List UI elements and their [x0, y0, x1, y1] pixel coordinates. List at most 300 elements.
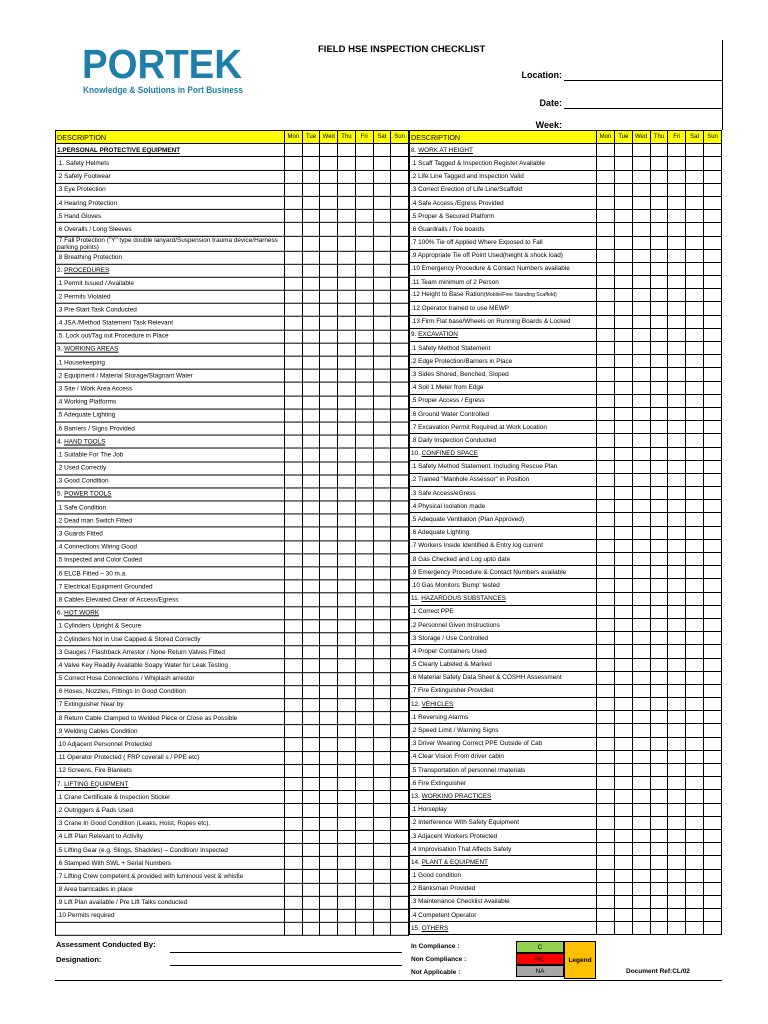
- check-cell-thu[interactable]: [338, 277, 356, 290]
- check-cell-mon[interactable]: [285, 646, 303, 659]
- check-cell-sat[interactable]: [373, 223, 391, 236]
- check-cell-mon[interactable]: [285, 817, 303, 830]
- check-cell[interactable]: [320, 922, 338, 935]
- location-field[interactable]: [564, 79, 722, 81]
- check-cell-sun[interactable]: [704, 355, 722, 368]
- check-cell-sat[interactable]: [373, 183, 391, 196]
- check-cell-wed[interactable]: [632, 473, 650, 486]
- check-cell-thu[interactable]: [338, 369, 356, 382]
- check-cell-thu[interactable]: [650, 645, 668, 658]
- check-cell-wed[interactable]: [632, 671, 650, 684]
- check-cell-fri[interactable]: [668, 183, 686, 196]
- check-cell-wed[interactable]: [632, 750, 650, 763]
- check-cell-fri[interactable]: [668, 750, 686, 763]
- check-cell-sat[interactable]: [686, 539, 704, 552]
- check-cell-mon[interactable]: [597, 645, 615, 658]
- check-cell-wed[interactable]: [632, 618, 650, 631]
- check-cell-sun[interactable]: [391, 817, 409, 830]
- check-cell-sun[interactable]: [391, 857, 409, 870]
- check-cell-sat[interactable]: [373, 356, 391, 369]
- check-cell-wed[interactable]: [320, 725, 338, 738]
- check-cell-sat[interactable]: [686, 368, 704, 381]
- check-cell-thu[interactable]: [650, 671, 668, 684]
- check-cell-mon[interactable]: [597, 460, 615, 473]
- check-cell-fri[interactable]: [355, 501, 373, 514]
- check-cell-thu[interactable]: [650, 777, 668, 790]
- check-cell-fri[interactable]: [668, 223, 686, 236]
- check-cell-thu[interactable]: [650, 909, 668, 922]
- check-cell-sat[interactable]: [686, 513, 704, 526]
- check-cell-thu[interactable]: [650, 262, 668, 275]
- check-cell-tue[interactable]: [614, 236, 632, 249]
- check-cell-thu[interactable]: [338, 659, 356, 672]
- check-cell-sat[interactable]: [686, 170, 704, 183]
- check-cell-tue[interactable]: [302, 409, 320, 422]
- check-cell-sat[interactable]: [686, 487, 704, 500]
- check-cell-sat[interactable]: [686, 764, 704, 777]
- check-cell-sat[interactable]: [373, 475, 391, 488]
- check-cell-fri[interactable]: [355, 725, 373, 738]
- check-cell-thu[interactable]: [650, 434, 668, 447]
- check-cell-mon[interactable]: [597, 711, 615, 724]
- check-cell-thu[interactable]: [338, 475, 356, 488]
- check-cell-thu[interactable]: [650, 500, 668, 513]
- check-cell-thu[interactable]: [650, 473, 668, 486]
- check-cell-wed[interactable]: [632, 829, 650, 842]
- check-cell-wed[interactable]: [320, 422, 338, 435]
- check-cell-tue[interactable]: [302, 896, 320, 909]
- check-cell-thu[interactable]: [650, 632, 668, 645]
- check-cell-thu[interactable]: [650, 684, 668, 697]
- check-cell-mon[interactable]: [597, 829, 615, 842]
- check-cell-thu[interactable]: [338, 646, 356, 659]
- check-cell-tue[interactable]: [614, 526, 632, 539]
- check-cell-wed[interactable]: [320, 183, 338, 196]
- check-cell-fri[interactable]: [355, 567, 373, 580]
- check-cell-sat[interactable]: [373, 593, 391, 606]
- check-cell-sun[interactable]: [704, 302, 722, 315]
- check-cell-tue[interactable]: [614, 724, 632, 737]
- check-cell-mon[interactable]: [285, 751, 303, 764]
- check-cell-sun[interactable]: [391, 659, 409, 672]
- check-cell-thu[interactable]: [650, 368, 668, 381]
- check-cell-tue[interactable]: [302, 382, 320, 395]
- check-cell-sat[interactable]: [373, 633, 391, 646]
- check-cell-sun[interactable]: [704, 513, 722, 526]
- check-cell-tue[interactable]: [614, 196, 632, 209]
- check-cell-wed[interactable]: [320, 448, 338, 461]
- check-cell-tue[interactable]: [614, 829, 632, 842]
- check-cell-fri[interactable]: [668, 843, 686, 856]
- check-cell-sun[interactable]: [704, 869, 722, 882]
- check-cell-fri[interactable]: [668, 895, 686, 908]
- check-cell-sun[interactable]: [391, 356, 409, 369]
- check-cell-fri[interactable]: [355, 857, 373, 870]
- check-cell-sun[interactable]: [704, 566, 722, 579]
- check-cell-tue[interactable]: [302, 580, 320, 593]
- check-cell-tue[interactable]: [302, 369, 320, 382]
- check-cell-thu[interactable]: [338, 290, 356, 303]
- check-cell-sat[interactable]: [373, 317, 391, 330]
- check-cell-wed[interactable]: [632, 684, 650, 697]
- check-cell-wed[interactable]: [632, 249, 650, 262]
- check-cell-thu[interactable]: [338, 843, 356, 856]
- check-cell-thu[interactable]: [650, 882, 668, 895]
- check-cell-wed[interactable]: [320, 817, 338, 830]
- check-cell-sat[interactable]: [686, 895, 704, 908]
- check-cell-mon[interactable]: [285, 712, 303, 725]
- check-cell-fri[interactable]: [668, 724, 686, 737]
- check-cell-sat[interactable]: [686, 645, 704, 658]
- check-cell-fri[interactable]: [668, 605, 686, 618]
- check-cell-tue[interactable]: [302, 751, 320, 764]
- check-cell-sun[interactable]: [704, 909, 722, 922]
- check-cell-fri[interactable]: [668, 869, 686, 882]
- check-cell-tue[interactable]: [614, 632, 632, 645]
- check-cell-fri[interactable]: [355, 396, 373, 409]
- check-cell-fri[interactable]: [355, 830, 373, 843]
- check-cell-fri[interactable]: [668, 909, 686, 922]
- check-cell-thu[interactable]: [650, 355, 668, 368]
- check-cell-fri[interactable]: [668, 829, 686, 842]
- check-cell-thu[interactable]: [338, 672, 356, 685]
- check-cell-sun[interactable]: [704, 737, 722, 750]
- check-cell-wed[interactable]: [320, 277, 338, 290]
- check-cell-sat[interactable]: [373, 672, 391, 685]
- check-cell-thu[interactable]: [650, 737, 668, 750]
- check-cell-mon[interactable]: [597, 434, 615, 447]
- check-cell-sun[interactable]: [704, 289, 722, 302]
- check-cell-sun[interactable]: [704, 170, 722, 183]
- check-cell-wed[interactable]: [632, 500, 650, 513]
- check-cell-wed[interactable]: [320, 830, 338, 843]
- check-cell-wed[interactable]: [632, 764, 650, 777]
- check-cell-thu[interactable]: [338, 317, 356, 330]
- check-cell-tue[interactable]: [614, 803, 632, 816]
- check-cell-sun[interactable]: [391, 462, 409, 475]
- check-cell-tue[interactable]: [614, 539, 632, 552]
- check-cell-mon[interactable]: [597, 394, 615, 407]
- check-cell-tue[interactable]: [302, 541, 320, 554]
- check-cell-wed[interactable]: [320, 462, 338, 475]
- check-cell-mon[interactable]: [285, 317, 303, 330]
- check-cell-tue[interactable]: [302, 791, 320, 804]
- check-cell-fri[interactable]: [355, 659, 373, 672]
- check-cell-wed[interactable]: [632, 276, 650, 289]
- check-cell-wed[interactable]: [320, 541, 338, 554]
- check-cell-fri[interactable]: [668, 170, 686, 183]
- check-cell-fri[interactable]: [355, 409, 373, 422]
- check-cell-tue[interactable]: [614, 658, 632, 671]
- check-cell-wed[interactable]: [632, 342, 650, 355]
- check-cell-wed[interactable]: [320, 580, 338, 593]
- check-cell-tue[interactable]: [614, 487, 632, 500]
- check-cell-wed[interactable]: [632, 460, 650, 473]
- check-cell-mon[interactable]: [285, 290, 303, 303]
- check-cell-sun[interactable]: [391, 396, 409, 409]
- check-cell-fri[interactable]: [355, 236, 373, 251]
- check-cell-sun[interactable]: [704, 803, 722, 816]
- check-cell-sat[interactable]: [686, 671, 704, 684]
- check-cell-tue[interactable]: [614, 315, 632, 328]
- check-cell-tue[interactable]: [302, 659, 320, 672]
- check-cell-sat[interactable]: [373, 699, 391, 712]
- check-cell-sat[interactable]: [373, 514, 391, 527]
- check-cell-tue[interactable]: [614, 882, 632, 895]
- check-cell-wed[interactable]: [320, 251, 338, 264]
- check-cell-tue[interactable]: [614, 605, 632, 618]
- check-cell-tue[interactable]: [302, 475, 320, 488]
- check-cell-mon[interactable]: [597, 539, 615, 552]
- check-cell-fri[interactable]: [668, 658, 686, 671]
- check-cell-sun[interactable]: [391, 685, 409, 698]
- check-cell-wed[interactable]: [632, 605, 650, 618]
- check-cell-tue[interactable]: [302, 712, 320, 725]
- check-cell-mon[interactable]: [597, 276, 615, 289]
- check-cell-mon[interactable]: [597, 750, 615, 763]
- check-cell-sun[interactable]: [391, 317, 409, 330]
- check-cell-wed[interactable]: [632, 777, 650, 790]
- check-cell-mon[interactable]: [285, 554, 303, 567]
- check-cell-sat[interactable]: [373, 527, 391, 540]
- check-cell-sat[interactable]: [686, 355, 704, 368]
- check-cell-fri[interactable]: [355, 382, 373, 395]
- check-cell-thu[interactable]: [338, 448, 356, 461]
- check-cell-sun[interactable]: [391, 633, 409, 646]
- check-cell-thu[interactable]: [338, 236, 356, 251]
- check-cell-thu[interactable]: [650, 487, 668, 500]
- check-cell-fri[interactable]: [355, 157, 373, 170]
- check-cell-tue[interactable]: [302, 396, 320, 409]
- check-cell-tue[interactable]: [614, 460, 632, 473]
- check-cell-mon[interactable]: [597, 843, 615, 856]
- check-cell-tue[interactable]: [614, 618, 632, 631]
- check-cell-sat[interactable]: [373, 277, 391, 290]
- check-cell-fri[interactable]: [355, 223, 373, 236]
- check-cell-fri[interactable]: [668, 302, 686, 315]
- check-cell-wed[interactable]: [632, 434, 650, 447]
- check-cell-mon[interactable]: [597, 909, 615, 922]
- check-cell-mon[interactable]: [285, 356, 303, 369]
- check-cell-mon[interactable]: [597, 421, 615, 434]
- check-cell-fri[interactable]: [668, 315, 686, 328]
- check-cell-mon[interactable]: [285, 699, 303, 712]
- check-cell-wed[interactable]: [320, 620, 338, 633]
- check-cell-sun[interactable]: [704, 895, 722, 908]
- check-cell-sat[interactable]: [373, 738, 391, 751]
- check-cell-mon[interactable]: [597, 895, 615, 908]
- check-cell-mon[interactable]: [285, 210, 303, 223]
- check-cell-sun[interactable]: [704, 618, 722, 631]
- check-cell-mon[interactable]: [597, 355, 615, 368]
- check-cell-mon[interactable]: [285, 830, 303, 843]
- check-cell-sat[interactable]: [686, 210, 704, 223]
- check-cell-thu[interactable]: [338, 567, 356, 580]
- check-cell-sat[interactable]: [686, 750, 704, 763]
- check-cell-wed[interactable]: [320, 646, 338, 659]
- check-cell-fri[interactable]: [668, 460, 686, 473]
- check-cell-mon[interactable]: [597, 157, 615, 170]
- check-cell-fri[interactable]: [355, 633, 373, 646]
- check-cell-mon[interactable]: [285, 196, 303, 209]
- check-cell-sun[interactable]: [391, 699, 409, 712]
- check-cell-tue[interactable]: [302, 527, 320, 540]
- check-cell-mon[interactable]: [597, 183, 615, 196]
- check-cell-sun[interactable]: [391, 646, 409, 659]
- check-cell-fri[interactable]: [668, 566, 686, 579]
- check-cell-sun[interactable]: [391, 409, 409, 422]
- check-cell-sat[interactable]: [686, 658, 704, 671]
- check-cell-fri[interactable]: [668, 407, 686, 420]
- check-cell-fri[interactable]: [668, 645, 686, 658]
- check-cell-fri[interactable]: [355, 170, 373, 183]
- check-cell-mon[interactable]: [285, 791, 303, 804]
- check-cell-tue[interactable]: [302, 236, 320, 251]
- check-cell-sun[interactable]: [391, 170, 409, 183]
- check-cell-wed[interactable]: [632, 302, 650, 315]
- check-cell-thu[interactable]: [338, 210, 356, 223]
- check-cell-sat[interactable]: [686, 869, 704, 882]
- check-cell-sat[interactable]: [686, 196, 704, 209]
- check-cell-wed[interactable]: [632, 816, 650, 829]
- check-cell-sat[interactable]: [686, 816, 704, 829]
- check-cell-tue[interactable]: [614, 816, 632, 829]
- check-cell-sat[interactable]: [686, 777, 704, 790]
- check-cell-tue[interactable]: [614, 249, 632, 262]
- check-cell-mon[interactable]: [285, 223, 303, 236]
- check-cell-tue[interactable]: [302, 738, 320, 751]
- check-cell-thu[interactable]: [650, 579, 668, 592]
- check-cell-mon[interactable]: [597, 223, 615, 236]
- check-cell-mon[interactable]: [597, 579, 615, 592]
- check-cell-tue[interactable]: [302, 448, 320, 461]
- check-cell-tue[interactable]: [302, 290, 320, 303]
- check-cell-mon[interactable]: [597, 210, 615, 223]
- check-cell-tue[interactable]: [302, 830, 320, 843]
- check-cell-mon[interactable]: [597, 684, 615, 697]
- check-cell-mon[interactable]: [285, 409, 303, 422]
- check-cell-mon[interactable]: [597, 473, 615, 486]
- check-cell-mon[interactable]: [597, 803, 615, 816]
- check-cell-wed[interactable]: [320, 896, 338, 909]
- check-cell-thu[interactable]: [650, 750, 668, 763]
- check-cell-sat[interactable]: [373, 369, 391, 382]
- check-cell-tue[interactable]: [614, 407, 632, 420]
- check-cell-mon[interactable]: [285, 870, 303, 883]
- check-cell-wed[interactable]: [632, 196, 650, 209]
- check-cell-tue[interactable]: [302, 422, 320, 435]
- check-cell-tue[interactable]: [614, 500, 632, 513]
- check-cell-tue[interactable]: [614, 579, 632, 592]
- check-cell-sat[interactable]: [373, 804, 391, 817]
- check-cell-sat[interactable]: [373, 567, 391, 580]
- check-cell-wed[interactable]: [632, 869, 650, 882]
- check-cell-tue[interactable]: [302, 646, 320, 659]
- check-cell-fri[interactable]: [668, 632, 686, 645]
- check-cell-mon[interactable]: [597, 170, 615, 183]
- check-cell-tue[interactable]: [614, 210, 632, 223]
- check-cell-thu[interactable]: [338, 541, 356, 554]
- check-cell-sun[interactable]: [391, 909, 409, 922]
- check-cell-sun[interactable]: [391, 527, 409, 540]
- check-cell-sat[interactable]: [686, 882, 704, 895]
- check-cell-thu[interactable]: [338, 751, 356, 764]
- check-cell-sat[interactable]: [373, 501, 391, 514]
- check-cell-fri[interactable]: [668, 882, 686, 895]
- check-cell-sat[interactable]: [686, 526, 704, 539]
- check-cell-sun[interactable]: [391, 277, 409, 290]
- check-cell-sat[interactable]: [373, 290, 391, 303]
- check-cell-tue[interactable]: [614, 843, 632, 856]
- check-cell-thu[interactable]: [650, 605, 668, 618]
- check-cell-wed[interactable]: [632, 210, 650, 223]
- check-cell-wed[interactable]: [632, 236, 650, 249]
- check-cell-wed[interactable]: [632, 724, 650, 737]
- check-cell-sun[interactable]: [704, 645, 722, 658]
- check-cell-thu[interactable]: [338, 157, 356, 170]
- check-cell-mon[interactable]: [597, 487, 615, 500]
- check-cell-sat[interactable]: [373, 870, 391, 883]
- check-cell-sat[interactable]: [686, 262, 704, 275]
- check-cell-wed[interactable]: [320, 223, 338, 236]
- check-cell-thu[interactable]: [650, 513, 668, 526]
- check-cell[interactable]: [285, 922, 303, 935]
- check-cell-sat[interactable]: [373, 896, 391, 909]
- check-cell-sun[interactable]: [704, 381, 722, 394]
- date-field[interactable]: [564, 107, 722, 109]
- check-cell-sat[interactable]: [373, 382, 391, 395]
- check-cell-sat[interactable]: [686, 579, 704, 592]
- check-cell-wed[interactable]: [632, 262, 650, 275]
- check-cell-mon[interactable]: [285, 883, 303, 896]
- check-cell-wed[interactable]: [320, 157, 338, 170]
- check-cell-thu[interactable]: [338, 883, 356, 896]
- check-cell-sat[interactable]: [373, 541, 391, 554]
- check-cell-thu[interactable]: [338, 817, 356, 830]
- check-cell[interactable]: [355, 922, 373, 935]
- check-cell-thu[interactable]: [338, 409, 356, 422]
- check-cell-fri[interactable]: [355, 462, 373, 475]
- check-cell-mon[interactable]: [597, 249, 615, 262]
- check-cell-mon[interactable]: [597, 566, 615, 579]
- check-cell-mon[interactable]: [597, 262, 615, 275]
- check-cell-tue[interactable]: [302, 251, 320, 264]
- check-cell-thu[interactable]: [338, 251, 356, 264]
- check-cell-fri[interactable]: [668, 737, 686, 750]
- check-cell-sun[interactable]: [704, 473, 722, 486]
- check-cell-sat[interactable]: [373, 791, 391, 804]
- check-cell-sat[interactable]: [686, 605, 704, 618]
- check-cell-wed[interactable]: [320, 685, 338, 698]
- check-cell-fri[interactable]: [668, 671, 686, 684]
- check-cell-sat[interactable]: [373, 448, 391, 461]
- check-cell-fri[interactable]: [668, 764, 686, 777]
- check-cell-wed[interactable]: [320, 712, 338, 725]
- check-cell-thu[interactable]: [650, 566, 668, 579]
- check-cell-sun[interactable]: [704, 262, 722, 275]
- check-cell-wed[interactable]: [320, 659, 338, 672]
- check-cell-fri[interactable]: [355, 541, 373, 554]
- check-cell-fri[interactable]: [355, 672, 373, 685]
- check-cell-mon[interactable]: [597, 632, 615, 645]
- check-cell-wed[interactable]: [632, 909, 650, 922]
- check-cell-sat[interactable]: [373, 764, 391, 777]
- check-cell-wed[interactable]: [632, 355, 650, 368]
- check-cell-wed[interactable]: [632, 895, 650, 908]
- check-cell-sun[interactable]: [391, 804, 409, 817]
- check-cell-wed[interactable]: [320, 567, 338, 580]
- check-cell-fri[interactable]: [355, 804, 373, 817]
